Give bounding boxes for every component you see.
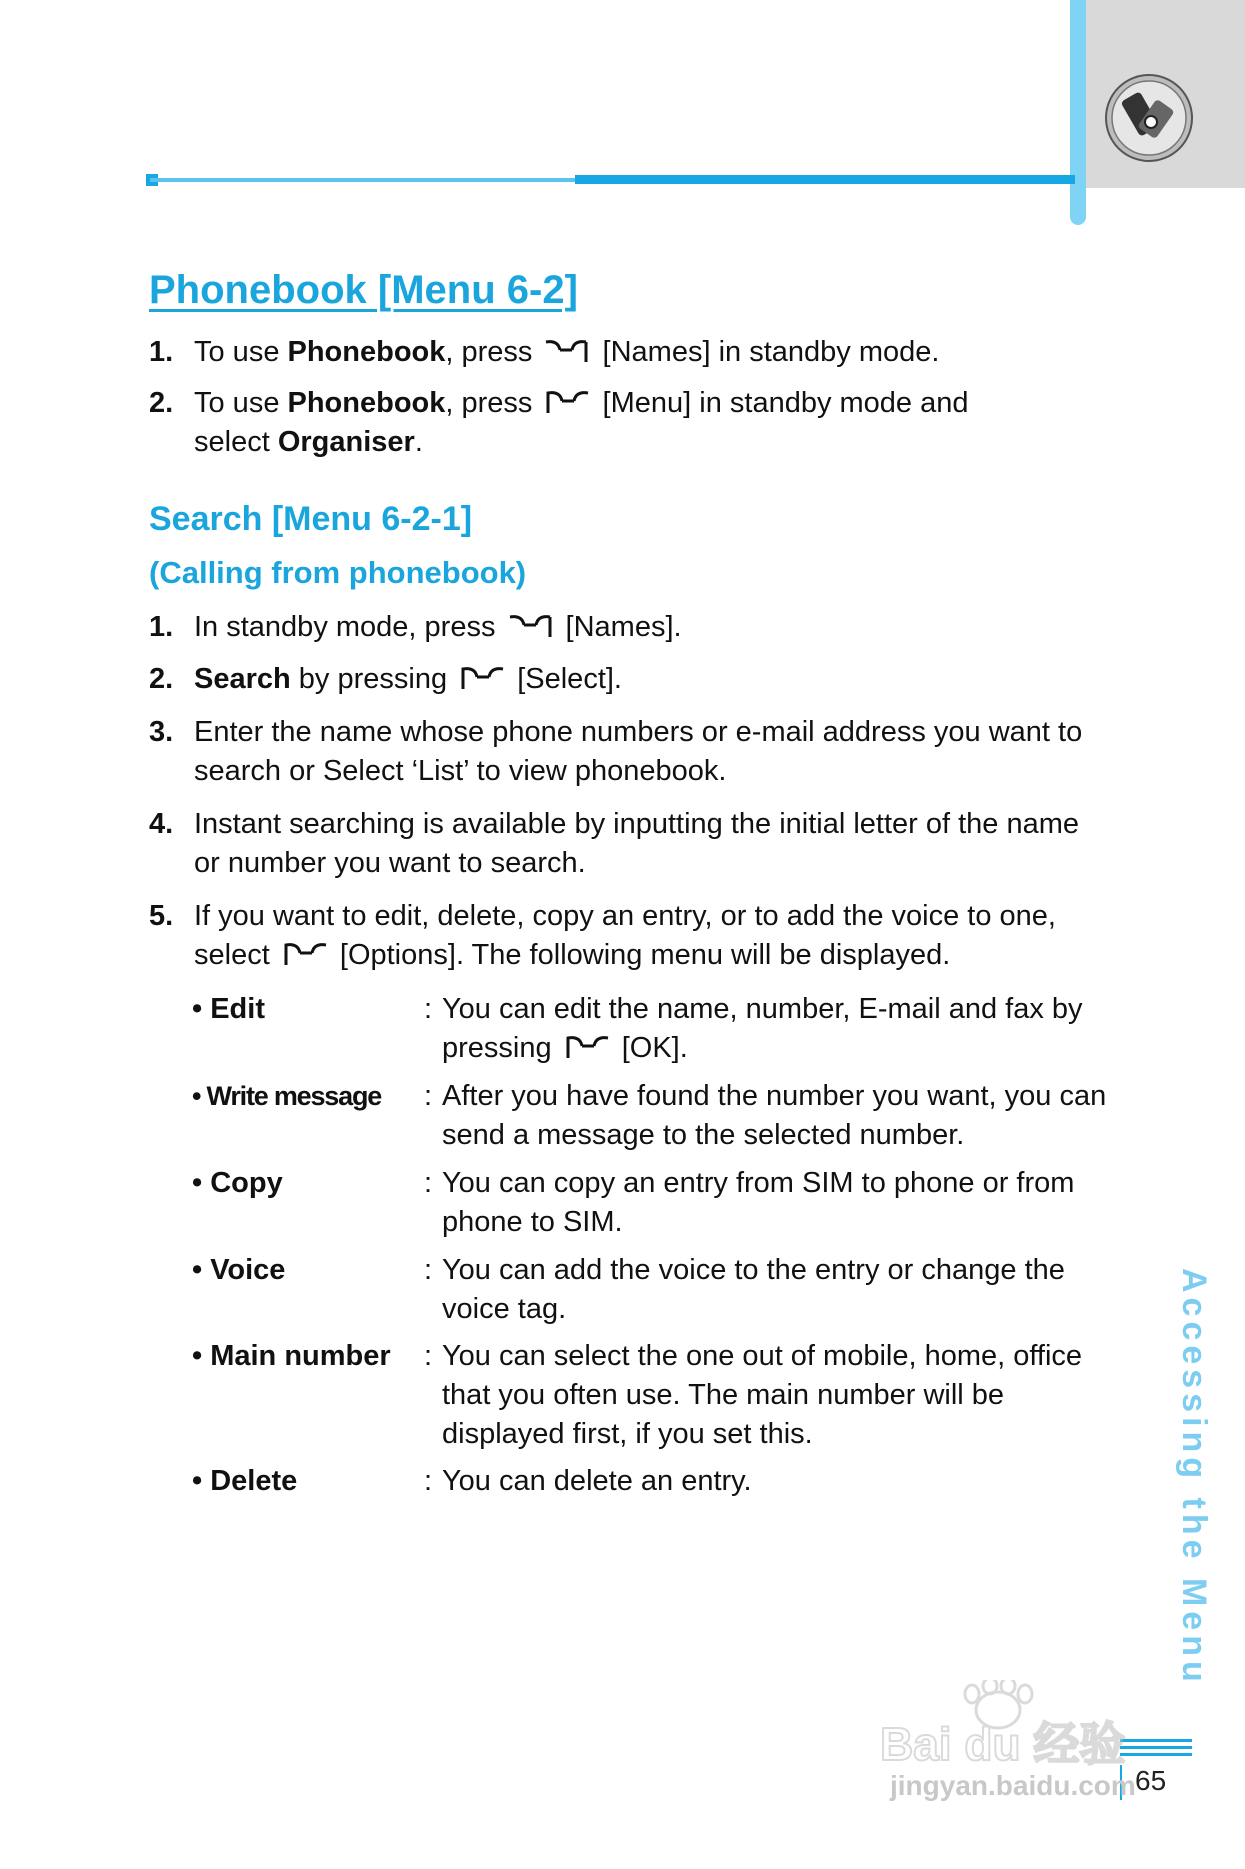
section-subheading: (Calling from phonebook)	[149, 555, 527, 590]
option-item-main-number	[192, 1337, 1112, 1454]
left-softkey-icon	[562, 1032, 612, 1062]
option-colon: :	[424, 1167, 433, 1199]
list-item	[149, 713, 1109, 791]
option-colon: :	[424, 993, 433, 1025]
option-colon: :	[424, 1080, 433, 1112]
option-description: You can copy an entry from SIM to phone or from phone to SIM.	[442, 1167, 1075, 1238]
option-colon: :	[424, 1254, 433, 1286]
left-softkey-icon	[542, 387, 592, 417]
watermark-logo	[880, 1680, 1170, 1775]
option-description: You can edit the name, number, E-mail and fax by pressing [OK].	[442, 993, 1083, 1064]
option-term: • Main number	[192, 1340, 391, 1372]
step-number: 1.	[149, 611, 174, 643]
option-item-write-message	[192, 1077, 1112, 1155]
page-title: Phonebook [Menu 6-2]	[149, 268, 578, 312]
option-term: • Write message	[192, 1081, 382, 1111]
header-rule-thin	[150, 178, 578, 182]
left-softkey-icon	[457, 663, 507, 693]
right-softkey-icon	[542, 336, 592, 366]
step-number: 1.	[149, 336, 174, 368]
list-item	[149, 608, 1109, 647]
step-text: Search by pressing [Select].	[194, 663, 622, 695]
phone-tools-icon	[1103, 72, 1195, 169]
svg-text:Bai du 经验: Bai du 经验	[880, 1718, 1126, 1770]
step-text: To use Phonebook, press [Menu] in standby mode and select Organiser.	[194, 387, 969, 458]
option-description: You can select the one out of mobile, home, office that you often use. The main number will be displayed first, if you set this.	[442, 1340, 1083, 1450]
option-item-edit	[192, 990, 1112, 1068]
step-number: 2.	[149, 387, 174, 419]
watermark-url: jingyan.baidu.com	[890, 1770, 1136, 1801]
list-item	[149, 897, 1109, 975]
left-softkey-icon	[280, 939, 330, 969]
list-item	[149, 384, 1109, 462]
option-term: • Edit	[192, 993, 265, 1025]
step-number: 2.	[149, 663, 174, 695]
option-item-voice	[192, 1251, 1112, 1329]
header-rule-thick	[575, 175, 1075, 184]
step-number: 3.	[149, 716, 174, 748]
list-item	[149, 333, 1109, 372]
option-item-copy	[192, 1164, 1112, 1242]
option-colon: :	[424, 1465, 433, 1497]
section-heading: Search [Menu 6-2-1]	[149, 500, 473, 538]
option-term: • Copy	[192, 1167, 283, 1199]
step-text: If you want to edit, delete, copy an entry, or to add the voice to one, select [Options]. The following menu will be displayed.	[194, 900, 1056, 971]
step-text: Instant searching is available by inputting the initial letter of the name or number you want to search.	[194, 808, 1080, 879]
step-text: Enter the name whose phone numbers or e-mail address you want to search or Select ‘List’ to view phonebook.	[194, 716, 1083, 787]
option-description: You can add the voice to the entry or change the voice tag.	[442, 1254, 1065, 1325]
list-item	[149, 660, 1109, 699]
option-term: • Voice	[192, 1254, 286, 1286]
option-colon: :	[424, 1340, 433, 1372]
step-number: 4.	[149, 808, 174, 840]
option-description: You can delete an entry.	[442, 1465, 752, 1497]
option-description: After you have found the number you want, you can send a message to the selected number.	[442, 1080, 1107, 1151]
step-number: 5.	[149, 900, 174, 932]
side-chapter-label: Accessing the Menu	[1175, 1268, 1213, 1687]
header-accent-bar	[1070, 0, 1086, 225]
step-text: To use Phonebook, press [Names] in standby mode.	[194, 336, 940, 368]
list-item	[149, 805, 1109, 883]
option-term: • Delete	[192, 1465, 298, 1497]
step-text: In standby mode, press [Names].	[194, 611, 682, 643]
option-item-delete	[192, 1462, 1112, 1501]
right-softkey-icon	[506, 611, 556, 641]
page-number: 65	[1135, 1765, 1167, 1796]
